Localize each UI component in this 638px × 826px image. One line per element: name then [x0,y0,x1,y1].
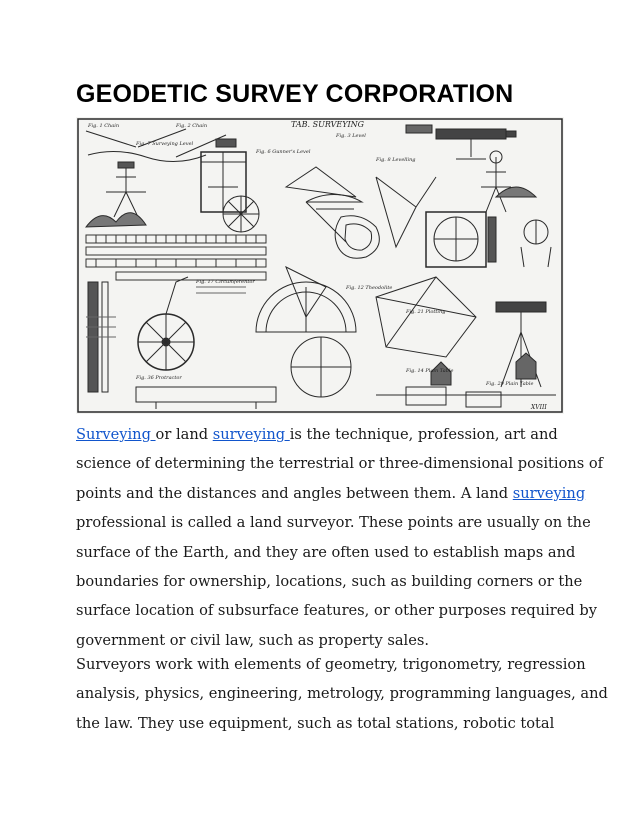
surveying-link[interactable]: Surveying [76,426,156,443]
text-line: surface location of subsurface features, or other purposes required by [76,602,597,620]
text-line: science of determining the terrestrial or three-dimensional positions of [76,455,604,473]
figure-label: Fig. 2 Chain [176,123,208,129]
figure-label: Fig. 7 Surveying Level [136,141,194,147]
surveyors-work-paragraph [76,650,608,738]
figure-label: Fig. 21 Plotting [406,309,446,315]
figure-label: Fig. 36 Protractor [136,375,182,381]
text-line [76,479,586,508]
figure-label: Fig. 29 Plain Table [486,381,534,387]
surveying-link[interactable]: surveying [512,484,586,502]
text-run: is the technique, profession, art and [289,426,558,443]
figure-label: Fig. 17 Circumferentor [196,279,255,285]
plate-title-text: TAB. SURVEYING [291,120,365,129]
surveying-plate-illustration [76,117,564,414]
figure-label: XVIII [531,404,547,411]
text-line: government or civil law, such as property sales. [76,631,429,649]
figure-label: Fig. 1 Chain [88,123,120,129]
text-line: Surveyors work with elements of geometry, trigonometry, regression [76,656,586,673]
figure-label: Fig. 8 Levelling [376,157,416,163]
text-line: surface of the Earth, and they are often used to establish maps and [76,543,576,561]
text-run: points and the distances and angles between them. A land [76,484,513,502]
text-line: analysis, physics, engineering, metrology, programming languages, and [76,685,608,703]
text-line: boundaries for ownership, locations, such as building corners or the [76,573,583,591]
surveying-definition-paragraph [76,420,604,655]
figure-label: Fig. 6 Gunner's Level [256,149,311,155]
figure-label: Fig. 12 Theodolite [346,285,393,291]
text-line: the law. They use equipment, such as total stations, robotic total [76,714,555,732]
figure-label: Fig. 3 Level [336,133,366,139]
text-line: professional is called a land surveyor. These points are usually on the [76,514,591,532]
surveying-instruments-engraving [76,117,564,414]
page-title: GEODETIC SURVEY CORPORATION [76,80,514,108]
text-line [76,420,566,449]
figure-label: Fig. 14 Plain Table [406,368,454,374]
text-run: or land [155,426,213,443]
surveying-link[interactable]: surveying [212,426,290,443]
